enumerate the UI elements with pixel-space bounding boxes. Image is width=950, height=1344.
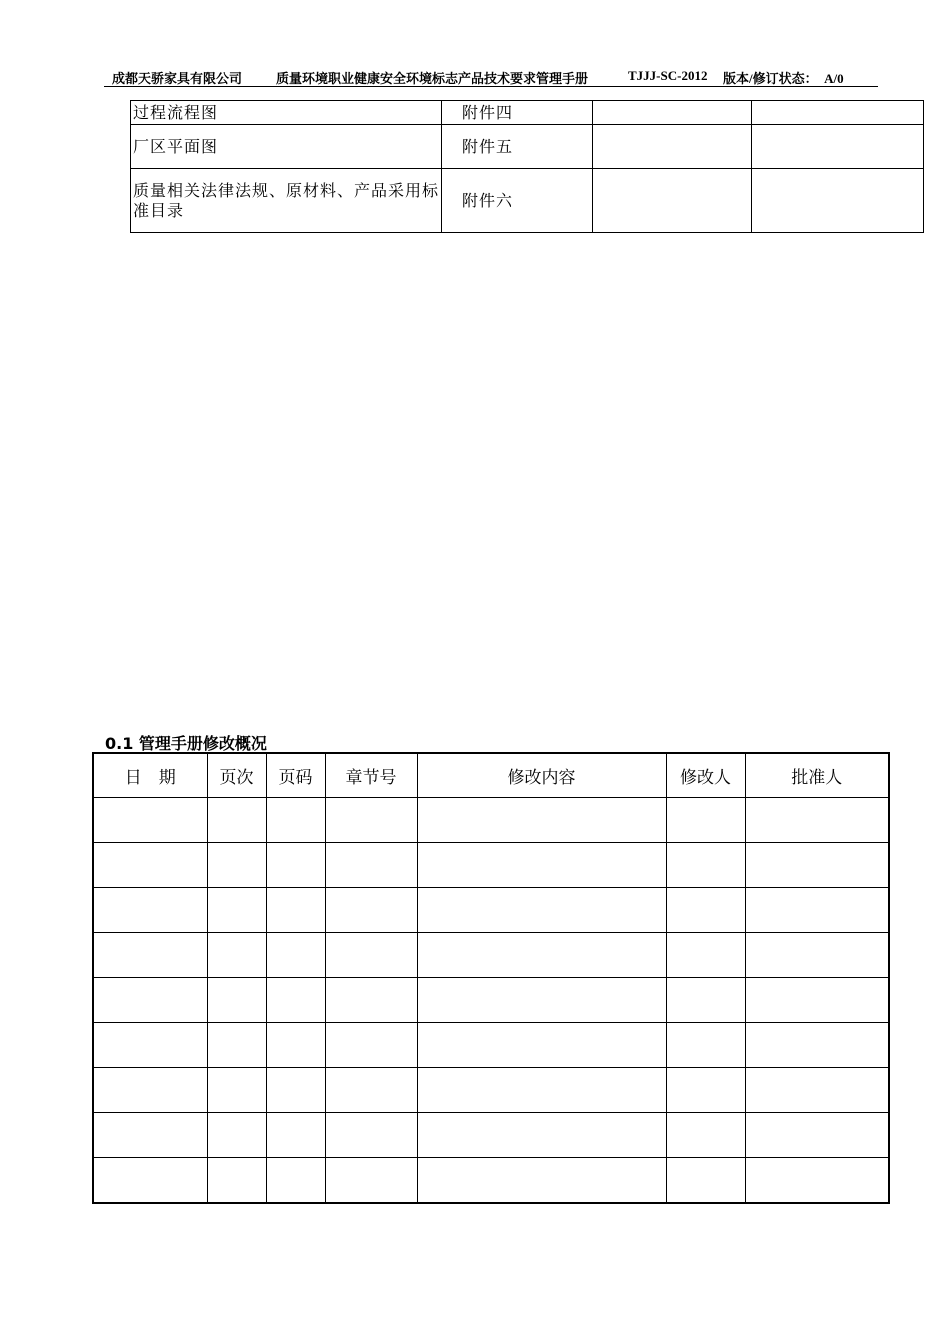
revision-table [92, 752, 890, 1204]
revision-table-body [93, 798, 889, 1204]
annex-name: 质量相关法律法规、原材料、产品采用标准目录 [131, 169, 442, 233]
annex-cell [752, 169, 924, 233]
table-cell [745, 1068, 889, 1113]
table-row [93, 1068, 889, 1113]
table-cell [207, 888, 266, 933]
table-cell [325, 933, 417, 978]
table-cell [266, 1068, 325, 1113]
annex-name: 过程流程图 [131, 101, 442, 125]
table-cell [745, 1158, 889, 1204]
table-cell [745, 933, 889, 978]
table-cell [745, 1113, 889, 1158]
table-cell [325, 1068, 417, 1113]
table-cell [666, 798, 745, 843]
header-version: 版本/修订状态： A/0 [723, 71, 844, 86]
table-cell [745, 843, 889, 888]
table-cell [745, 798, 889, 843]
table-row [93, 933, 889, 978]
table-cell [207, 978, 266, 1023]
table-cell [266, 1023, 325, 1068]
table-cell [666, 888, 745, 933]
col-header-date: 日 期 [93, 753, 207, 798]
table-cell [93, 933, 207, 978]
table-cell [325, 798, 417, 843]
table-cell [325, 888, 417, 933]
table-cell [207, 1158, 266, 1204]
table-cell [207, 1023, 266, 1068]
section-title: 0.1 管理手册修改概况 [105, 734, 267, 753]
annex-cell [593, 101, 752, 125]
annex-ref: 附件六 [442, 169, 593, 233]
table-cell [266, 978, 325, 1023]
table-cell [325, 1158, 417, 1204]
table-cell [207, 798, 266, 843]
table-cell [93, 1068, 207, 1113]
table-cell [93, 888, 207, 933]
col-header-page-number: 页码 [266, 753, 325, 798]
table-cell [207, 933, 266, 978]
table-cell [93, 1158, 207, 1204]
col-header-editor: 修改人 [666, 753, 745, 798]
table-cell [666, 1068, 745, 1113]
table-cell [266, 1113, 325, 1158]
annex-table [130, 100, 924, 233]
annex-ref: 附件五 [442, 125, 593, 169]
table-row [131, 125, 924, 169]
table-row [93, 1113, 889, 1158]
table-cell [325, 843, 417, 888]
table-cell [325, 978, 417, 1023]
table-row [93, 798, 889, 843]
table-cell [325, 1023, 417, 1068]
table-cell [93, 798, 207, 843]
table-cell [745, 1023, 889, 1068]
table-cell [266, 888, 325, 933]
annex-cell [593, 169, 752, 233]
table-row [93, 978, 889, 1023]
table-cell [745, 978, 889, 1023]
table-cell [207, 1068, 266, 1113]
table-cell [266, 843, 325, 888]
page-header [104, 66, 878, 87]
table-cell [266, 798, 325, 843]
table-cell [266, 933, 325, 978]
annex-ref: 附件四 [442, 101, 593, 125]
table-cell [93, 1113, 207, 1158]
table-row [93, 843, 889, 888]
table-cell [666, 843, 745, 888]
table-cell [93, 978, 207, 1023]
table-cell [417, 1113, 666, 1158]
table-cell [666, 978, 745, 1023]
table-row [93, 1158, 889, 1204]
table-cell [266, 1158, 325, 1204]
table-row [131, 169, 924, 233]
table-cell [417, 1023, 666, 1068]
col-header-approver: 批准人 [745, 753, 889, 798]
table-cell [417, 1068, 666, 1113]
table-cell [666, 933, 745, 978]
table-cell [417, 798, 666, 843]
header-company: 成都天骄家具有限公司 [112, 71, 243, 86]
table-header-row [93, 753, 889, 798]
col-header-page-count: 页次 [207, 753, 266, 798]
table-cell [93, 843, 207, 888]
table-cell [325, 1113, 417, 1158]
table-cell [666, 1113, 745, 1158]
table-cell [93, 1023, 207, 1068]
table-cell [666, 1023, 745, 1068]
table-row [93, 888, 889, 933]
table-row [93, 1023, 889, 1068]
table-row [131, 101, 924, 125]
annex-name: 厂区平面图 [131, 125, 442, 169]
table-cell [417, 978, 666, 1023]
table-cell [417, 933, 666, 978]
table-cell [666, 1158, 745, 1204]
col-header-content: 修改内容 [417, 753, 666, 798]
col-header-section: 章节号 [325, 753, 417, 798]
table-cell [417, 888, 666, 933]
annex-cell [593, 125, 752, 169]
header-doc-code: TJJJ-SC-2012 [628, 68, 708, 83]
table-cell [417, 1158, 666, 1204]
annex-cell [752, 125, 924, 169]
table-cell [745, 888, 889, 933]
table-cell [417, 843, 666, 888]
table-cell [207, 843, 266, 888]
table-cell [207, 1113, 266, 1158]
header-manual-title: 质量环境职业健康安全环境标志产品技术要求管理手册 [276, 71, 589, 86]
annex-cell [752, 101, 924, 125]
